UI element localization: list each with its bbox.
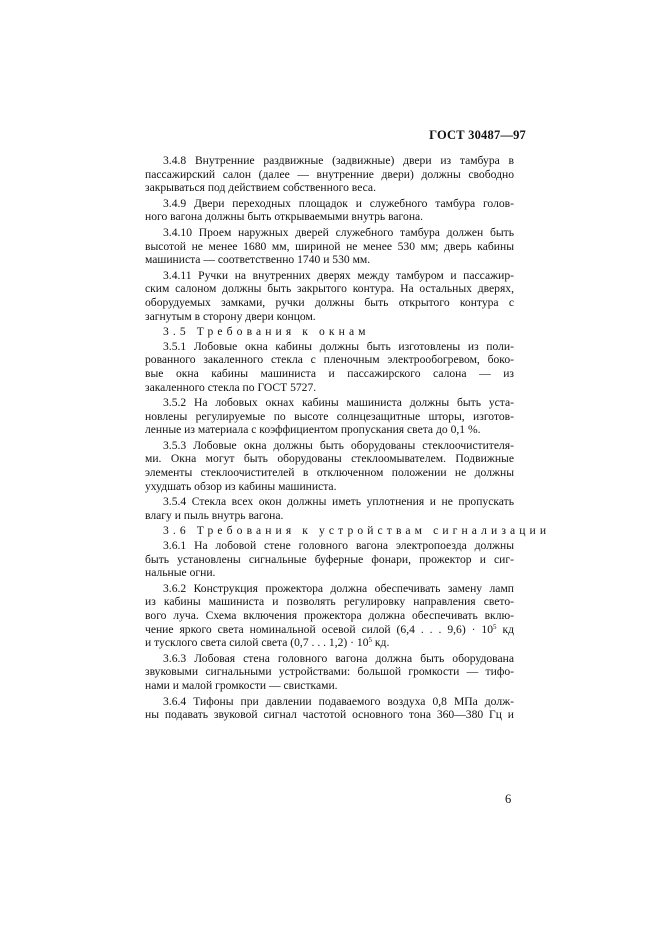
text-line: 3.4.10 Проем наружных дверей служебного тамбура должен быть <box>163 225 514 239</box>
text-line-with-exponent <box>145 623 514 637</box>
text-line: звуковыми сигнальными устройствами: большой громкости — тифо- <box>145 665 514 679</box>
text-line-with-exponent <box>145 636 514 650</box>
text-line: пассажирский салон (далее — внутренние двери) должны свободно <box>145 167 514 181</box>
text-line: элементы стеклоочистителей в отключенном положении не должны <box>145 466 514 480</box>
paragraph-3-5-3 <box>145 439 514 493</box>
text-line: 3.4.11 Ручки на внутренних дверях между тамбуром и пассажир- <box>163 268 514 282</box>
text-line: ленные из материала с коэффициентом пропускания света до 0,1 %. <box>145 423 481 437</box>
text-line: 3.6.4 Тифоны при давлении подаваемого воздуха 0,8 МПа долж- <box>163 694 514 708</box>
text-line: вые окна кабины машиниста и пассажирского салона — из <box>145 366 514 380</box>
text-line: ми. Окна могут быть оборудованы стеклоомывателем. Подвижные <box>145 452 514 466</box>
text-fragment: кд <box>496 622 514 636</box>
text-line: 3.5.1 Лобовые окна кабины должны быть изготовлены из поли- <box>163 339 514 353</box>
exponent: 5 <box>368 636 373 645</box>
text-fragment: чение яркого света номинальной осевой силой (6,4 . . . 9,6) · 10 <box>145 622 494 636</box>
document-header: ГОСТ 30487—97 <box>429 128 526 142</box>
paragraph-3-5-4 <box>145 495 514 522</box>
paragraph-3-4-11 <box>145 269 514 323</box>
text-line: быть установлены сигнальные буферные фонари, прожектор и сиг- <box>145 552 514 566</box>
document-body <box>145 154 551 724</box>
text-line: загнутым в сторону двери концом. <box>145 309 316 323</box>
paragraph-3-5-1 <box>145 340 514 394</box>
paragraph-3-6-3 <box>145 652 514 693</box>
text-line: 3.5.3 Лобовые окна должны быть оборудованы стеклоочистителя- <box>163 438 514 452</box>
text-line: 3.5.4 Стекла всех окон должны иметь уплотнения и не пропускать <box>163 495 514 509</box>
paragraph-3-4-9 <box>145 197 514 224</box>
text-line: влагу и пыль внутрь вагона. <box>145 508 284 522</box>
paragraph-3-6-2 <box>145 582 514 650</box>
paragraph-3-4-10 <box>145 226 514 267</box>
text-line: ским салоном должны быть закрытого контура. На остальных дверях, <box>145 282 514 296</box>
text-line: закаленного стекла по ГОСТ 5727. <box>145 380 317 394</box>
text-line: нами и малой громкости — свистками. <box>145 678 338 692</box>
text-fragment: кд. <box>372 636 390 650</box>
exponent: 5 <box>493 622 497 631</box>
text-line: оборудуемых замками, ручки должны быть открытого контура с <box>145 295 514 309</box>
text-line: ухудшать обзор из кабины машиниста. <box>145 479 337 493</box>
text-line: высотой не менее 1680 мм, шириной не менее 530 мм; дверь кабины <box>145 239 514 253</box>
paragraph-3-6-4 <box>145 695 514 722</box>
text-line: закрываться под действием собственного веса. <box>145 181 376 195</box>
text-line: нальные огни. <box>145 566 216 580</box>
paragraph-3-6-1 <box>145 539 514 580</box>
text-line: 3.4.9 Двери переходных площадок и служебного тамбура голов- <box>163 196 514 210</box>
text-line: 3.6.2 Конструкция прожектора должна обеспечивать замену ламп <box>163 581 514 595</box>
text-line: 3.6.3 Лобовая стена головного вагона должна быть оборудована <box>163 651 514 665</box>
text-line: 3.4.8 Внутренние раздвижные (задвижные) двери из тамбура в <box>163 154 514 167</box>
paragraph-3-4-8 <box>145 154 514 195</box>
text-line: машиниста — соответственно 1740 и 530 мм. <box>145 253 371 267</box>
text-line: ны подавать звуковой сигнал частотой основного тона 360—380 Гц и <box>145 708 514 722</box>
text-line: 3.6.1 На лобовой стене головного вагона электропоезда должны <box>163 539 514 553</box>
page-number: 6 <box>505 792 512 806</box>
section-heading-3-5: 3.5 Требования к окнам <box>163 325 370 339</box>
paragraph-3-5-2 <box>145 396 514 437</box>
text-line: из кабины машиниста и позволять регулировку направления свето- <box>145 595 514 609</box>
text-line: 3.5.2 На лобовых окнах кабины машиниста должны быть уста- <box>163 396 514 410</box>
section-heading-3-6: 3.6 Требования к устройствам сигнализации <box>163 524 551 538</box>
text-line: ного вагона должны быть открываемыми внутрь вагона. <box>145 210 424 224</box>
text-line: вого луча. Схема включения прожектора должна обеспечивать вклю- <box>145 609 514 622</box>
text-fragment: и тусклого света силой света (0,7 . . . 1,2) · 10 <box>145 636 369 650</box>
text-line: рованного закаленного стекла с пленочным электрообогревом, боко- <box>145 353 514 367</box>
text-line: новлены регулируемые по высоте солнцезащитные шторы, изготов- <box>145 409 514 423</box>
